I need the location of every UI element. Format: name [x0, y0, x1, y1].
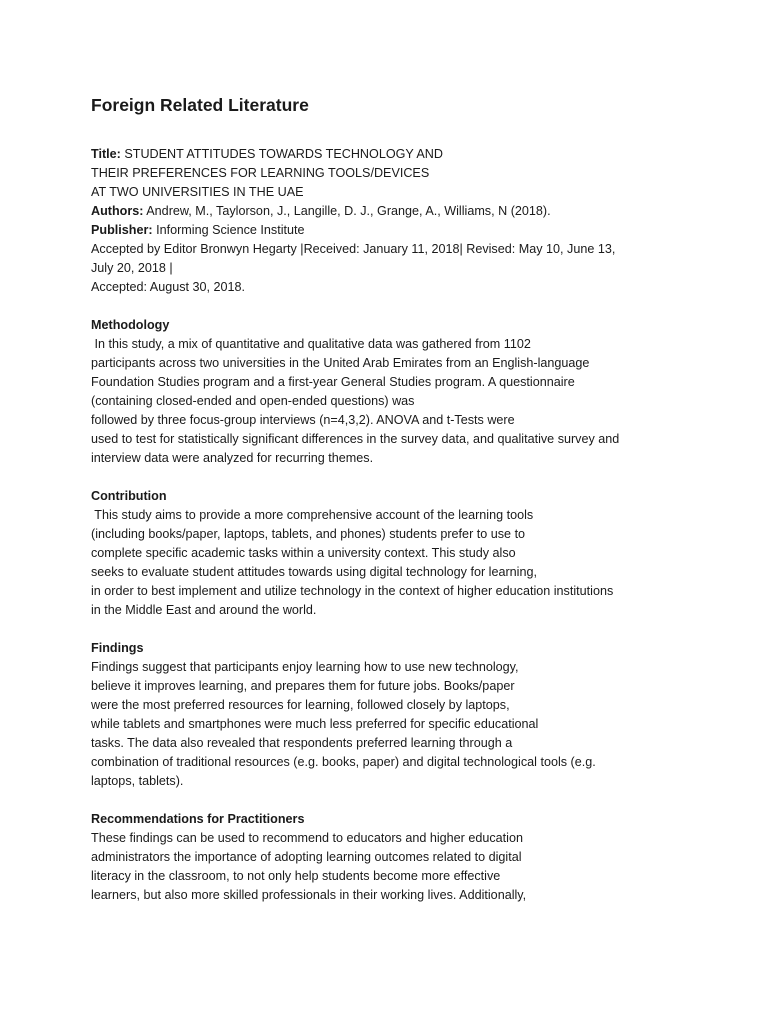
section-gap: [91, 468, 731, 487]
accepted-line-3: Accepted: August 30, 2018.: [91, 280, 246, 294]
section-text-line: combination of traditional resources (e.g. books, paper) and digital technological tools (e.g.: [91, 755, 596, 769]
title-line-1: [91, 145, 731, 164]
publisher-label: Publisher:: [91, 223, 153, 237]
section-text-line: literacy in the classroom, to not only help students become more effective: [91, 869, 501, 883]
section-text-line: learners, but also more skilled professionals in their working lives. Additionally,: [91, 888, 527, 902]
section-text-line: seeks to evaluate student attitudes towards using digital technology for learning,: [91, 565, 537, 579]
section-heading: Contribution: [91, 489, 167, 503]
section-text-line: Findings suggest that participants enjoy learning how to use new technology,: [91, 660, 519, 674]
section-text-line: while tablets and smartphones were much less preferred for specific educational: [91, 717, 539, 731]
section-text-line: This study aims to provide a more comprehensive account of the learning tools: [91, 508, 534, 522]
publisher-line: [91, 221, 731, 240]
authors-label: Authors:: [91, 204, 144, 218]
accepted-line-2: July 20, 2018 |: [91, 261, 173, 275]
section-text-line: In this study, a mix of quantitative and qualitative data was gathered from 1102: [91, 337, 531, 351]
section-text-line: were the most preferred resources for learning, followed closely by laptops,: [91, 698, 510, 712]
document-body: [91, 145, 731, 905]
section-text-line: tasks. The data also revealed that respondents preferred learning through a: [91, 736, 513, 750]
sections-container: [91, 297, 731, 905]
section-text-line: used to test for statistically significant differences in the survey data, and qualitative survey and: [91, 432, 620, 446]
section-text-line: in order to best implement and utilize technology in the context of higher education institutions: [91, 584, 614, 598]
section-text-line: These findings can be used to recommend to educators and higher education: [91, 831, 523, 845]
section-text-line: administrators the importance of adopting learning outcomes related to digital: [91, 850, 522, 864]
section-gap: [91, 297, 731, 316]
section-text-line: in the Middle East and around the world.: [91, 603, 317, 617]
section-gap: [91, 791, 731, 810]
section-heading: Recommendations for Practitioners: [91, 812, 305, 826]
section-text-line: interview data were analyzed for recurring themes.: [91, 451, 374, 465]
accepted-line-1: Accepted by Editor Bronwyn Hegarty |Received: January 11, 2018| Revised: May 10, June 13,: [91, 242, 616, 256]
authors-text: Andrew, M., Taylorson, J., Langille, D. J., Grange, A., Williams, N (2018).: [146, 204, 551, 218]
publisher-text: Informing Science Institute: [156, 223, 305, 237]
section-text-line: Foundation Studies program and a first-year General Studies program. A questionnaire: [91, 375, 575, 389]
section-text-line: (containing closed-ended and open-ended questions) was: [91, 394, 415, 408]
authors-line: [91, 202, 731, 221]
title-text-1: STUDENT ATTITUDES TOWARDS TECHNOLOGY AND: [124, 147, 443, 161]
page-heading: Foreign Related Literature: [91, 95, 309, 115]
title-label: Title:: [91, 147, 121, 161]
title-line-3: AT TWO UNIVERSITIES IN THE UAE: [91, 185, 304, 199]
section-gap: [91, 620, 731, 639]
section-text-line: complete specific academic tasks within a university context. This study also: [91, 546, 516, 560]
section-heading: Methodology: [91, 318, 170, 332]
title-line-2: THEIR PREFERENCES FOR LEARNING TOOLS/DEVICES: [91, 166, 430, 180]
section-text-line: participants across two universities in the United Arab Emirates from an English-language: [91, 356, 590, 370]
section-text-line: (including books/paper, laptops, tablets, and phones) students prefer to use to: [91, 527, 526, 541]
section-heading: Findings: [91, 641, 144, 655]
section-text-line: followed by three focus-group interviews (n=4,3,2). ANOVA and t-Tests were: [91, 413, 515, 427]
section-text-line: laptops, tablets).: [91, 774, 184, 788]
section-text-line: believe it improves learning, and prepares them for future jobs. Books/paper: [91, 679, 515, 693]
